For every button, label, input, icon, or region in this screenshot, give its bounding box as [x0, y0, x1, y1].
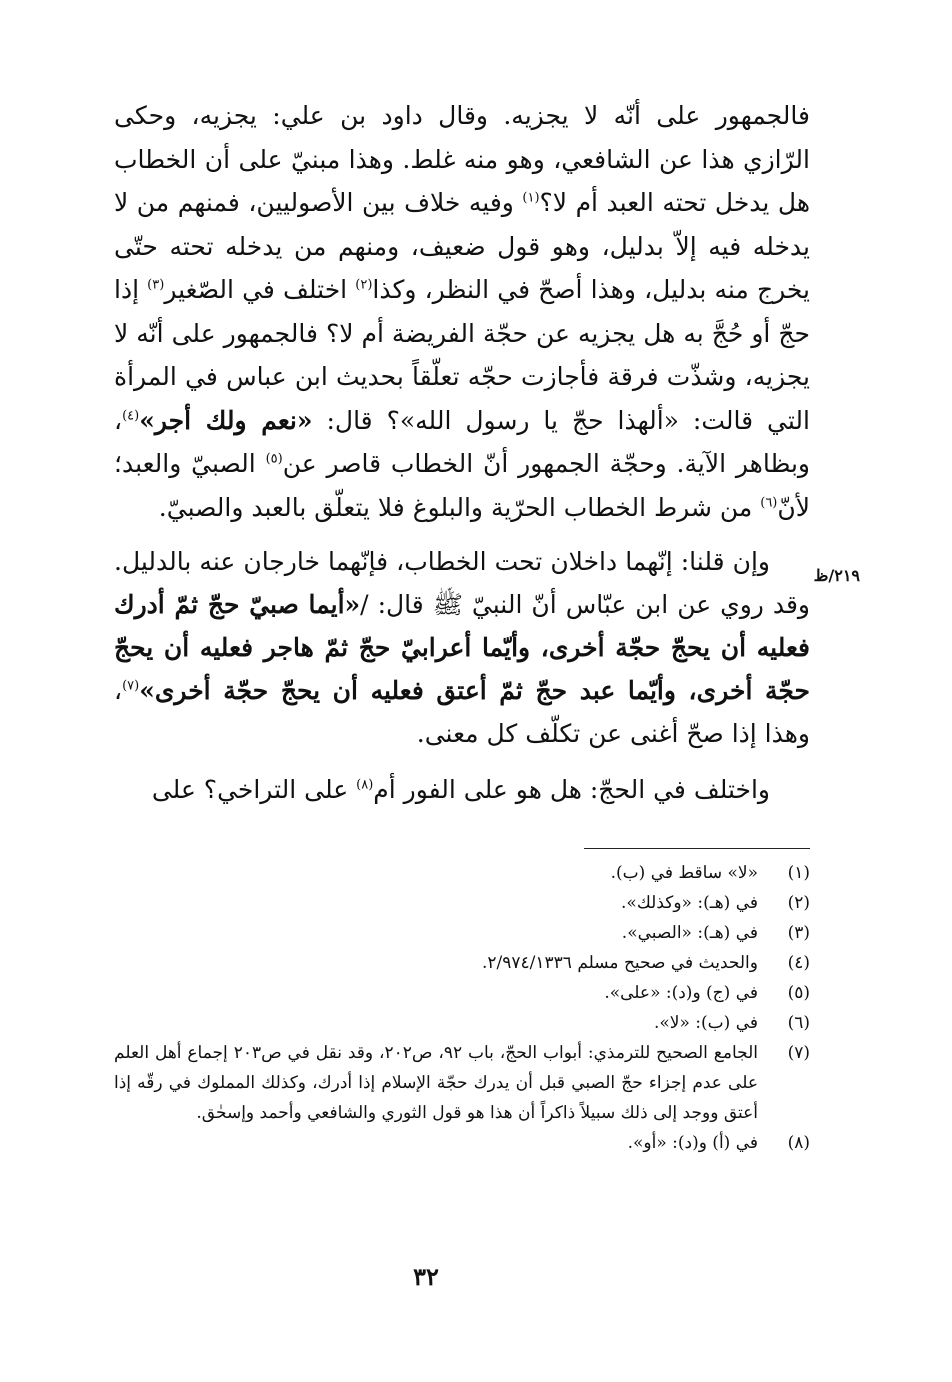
hadith-quote: «أيما صبيّ حجّ ثمّ أدرك فعليه أن يحجّ حجّة أخرى، وأيّما أعرابيّ حجّ ثمّ هاجر فعليه أن يحجّ حجّة أخرى، وأيّما عبد حجّ ثمّ أعتق فعليه أن يحجّ حجّة أخرى» [114, 590, 810, 705]
footnote-text: في (هـ): «وكذلك». [621, 893, 758, 913]
footnote-item [114, 888, 810, 918]
text-segment: وإن قلنا: إنّهما داخلان تحت الخطاب، فإنّهما خارجان عنه بالدليل. وقد روي عن ابن عبّاس أنّ النبيّ ﷺ قال: / [114, 547, 810, 619]
footnote-number: (٦) [787, 1013, 810, 1033]
footnote-number: (٣) [787, 923, 810, 943]
footnote-number: (٥) [787, 983, 810, 1003]
paragraph-3-text [114, 768, 810, 811]
footnote-text: في (أ) و(د): «أو». [627, 1133, 758, 1153]
hadith-quote: «نعم ولك أجر» [139, 405, 313, 435]
paragraph-2-text [114, 540, 810, 755]
footnote-number: (٤) [787, 953, 810, 973]
footnote-ref-7[interactable]: (٧) [122, 678, 140, 694]
footnote-ref-4[interactable]: (٤) [122, 408, 140, 424]
text-segment: الصبيّ والعبد؛ لأنّ [114, 449, 810, 522]
footnote-item [114, 1128, 810, 1158]
page-number: ٣٢ [413, 1262, 439, 1291]
footnote-ref-5[interactable]: (٥) [265, 451, 283, 467]
footnote-item [114, 948, 810, 978]
text-segment: فالجمهور على أنّه لا يجزيه. وقال داود بن علي: يجزيه، وحكى الرّازي هذا عن الشافعي، وهو منه غلط. وهذا مبنيّ على أن الخطاب هل يدخل تحته العبد أم لا؟ [114, 101, 811, 217]
text-segment: وفيه خلاف بين الأصوليين، فمنهم من لا يدخله فيه إلاّ بدليل، وهو قول ضعيف، ومنهم من يدخله تحته حتّى يخرج منه بدليل، وهذا أصحّ في النظر، وكذا [114, 188, 810, 304]
footnote-text: «لا» ساقط في (ب). [610, 863, 758, 883]
footnote-number: (١) [787, 863, 810, 883]
footnote-text: في (ب): «لا». [653, 1013, 758, 1033]
footnote-ref-8[interactable]: (٨) [356, 777, 374, 793]
text-segment: ، وهذا إذا صحّ أغنى عن تكلّف كل معنى. [114, 676, 810, 748]
text-segment: على التراخي؟ على [151, 775, 357, 804]
manuscript-folio-note: ٢١٩/ظ [813, 566, 860, 585]
footnote-ref-2[interactable]: (٢) [355, 277, 373, 293]
footnote-number: (٢) [787, 893, 810, 913]
footnote-text: في (ج) و(د): «على». [604, 983, 758, 1003]
text-segment: اختلف في الصّغير [164, 275, 356, 304]
footnote-text: والحديث في صحيح مسلم ٢/٩٧٤/١٣٣٦. [482, 953, 758, 973]
paragraph-1-text [114, 94, 810, 529]
paragraph-1 [114, 94, 810, 529]
footnote-item [114, 1038, 810, 1128]
footnote-item [114, 918, 810, 948]
footnote-item [114, 858, 810, 888]
footnote-ref-6[interactable]: (٦) [760, 495, 778, 511]
footnote-text: الجامع الصحيح للترمذي: أبواب الحجّ، باب ٩٢، ص٢٠٢، وقد نقل في ص٢٠٣ إجماع أهل العلم على عدم إجزاء حجّ الصبي قبل أن يدرك حجّة الإسلام إذا أدرك، وكذلك المملوك في رقّه إذا أعتق ووجد إلى ذلك سبيلاً ذاكراً أن هذا هو قول الثوري والشافعي وأحمد وإسحٰق. [114, 1043, 758, 1123]
footnote-item [114, 978, 810, 1008]
text-segment: ، وبظاهر الآية. وحجّة الجمهور أنّ الخطاب قاصر عن [114, 405, 811, 478]
footnotes [114, 858, 810, 1158]
footnote-ref-1[interactable]: (١) [522, 190, 540, 206]
paragraph-3 [114, 768, 810, 811]
text-segment: من شرط الخطاب الحرّية والبلوغ فلا يتعلّق بالعبد والصبيّ. [158, 492, 761, 522]
footnote-separator [584, 848, 810, 849]
footnote-number: (٧) [787, 1043, 810, 1063]
paragraph-2 [114, 540, 810, 755]
footnote-number: (٨) [787, 1133, 810, 1153]
text-segment: واختلف في الحجّ: هل هو على الفور أم [373, 775, 770, 804]
text-segment: إذا حجّ أو حُجَّ به هل يجزيه عن حجّة الفريضة أم لا؟ فالجمهور على أنّه لا يجزيه، وشذّت فرقة فأجازت حجّه تعلّقاً بحديث ابن عباس في المرأة التي قالت: «ألهذا حجّ يا رسول الله»؟ قال: [114, 275, 810, 435]
footnote-ref-3[interactable]: (٣) [147, 277, 165, 293]
footnote-text: في (هـ): «الصبي». [621, 923, 758, 943]
footnote-item [114, 1008, 810, 1038]
